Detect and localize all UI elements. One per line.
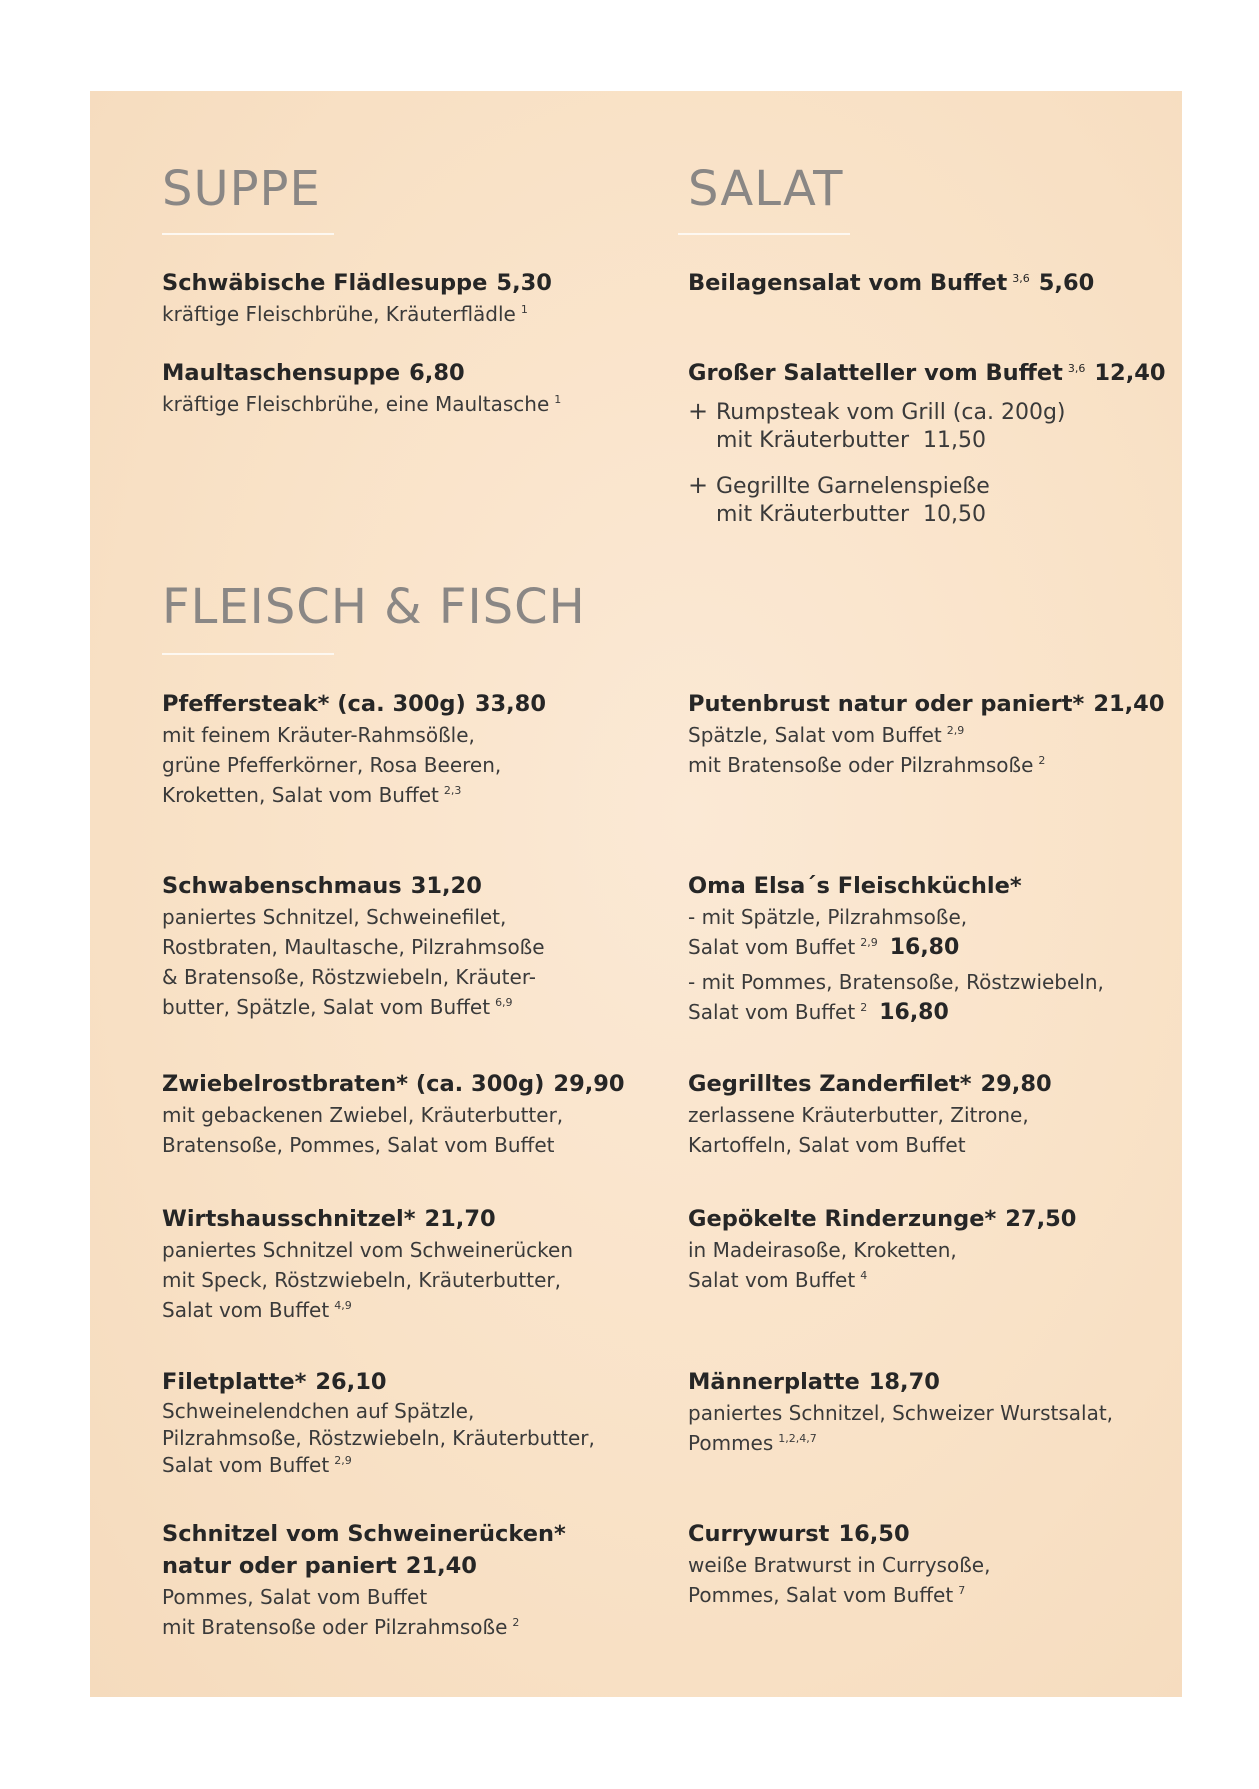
item-price: 21,40 <box>1093 691 1165 717</box>
item-price: 27,50 <box>1005 1206 1077 1232</box>
menu-item: Schnitzel vom Schweinerücken* natur oder paniert 21,40 Pommes, Salat vom Buffet mit Bratensoße oder Pilzrahmsoße $^2$ <box>162 1518 662 1642</box>
allergen-note: 2,3 <box>443 784 462 798</box>
item-description: kräftige Fleischbrühe, Kräuterflädle $^1$ <box>162 302 528 326</box>
item-name: Schnitzel vom Schweinerücken* <box>162 1521 566 1547</box>
menu-item <box>688 357 1188 529</box>
item-description: kräftige Fleischbrühe, eine Maultasche $^1$ <box>162 392 562 416</box>
item-price: 12,40 <box>1094 360 1166 386</box>
item-price: 31,20 <box>410 873 482 899</box>
menu-item: Schwabenschmaus 31,20 paniertes Schnitzel, Schweinefilet, Rostbraten, Maultasche, Pilzrahmsoße & Bratensoße, Röstzwiebeln, Kräuter- butter, Spätzle, Salat vom Buffet $^{6,9}$ <box>162 870 662 1022</box>
allergen-note: 3,6 <box>1067 361 1086 375</box>
allergen-note: 3,6 <box>1012 271 1030 285</box>
item-price: 21,40 <box>405 1553 477 1579</box>
item-name: Wirtshausschnitzel* 21,70 <box>162 1206 496 1232</box>
allergen-note: 2 <box>860 1001 868 1015</box>
allergen-note: 2,9 <box>946 724 965 738</box>
section-divider <box>162 233 334 235</box>
item-name: Zwiebelrostbraten* (ca. 300g) 29,90 <box>162 1071 625 1097</box>
item-price: 16,80 <box>879 1000 949 1025</box>
allergen-note: 2,9 <box>860 936 878 950</box>
allergen-note: 7 <box>958 1584 966 1598</box>
menu-item: Wirtshausschnitzel* 21,70 paniertes Schnitzel vom Schweinerücken mit Speck, Röstzwiebeln, Kräuterbutter, Salat vom Buffet $^{4,9}$ <box>162 1203 662 1325</box>
allergen-note: 6,9 <box>495 996 513 1010</box>
menu-item <box>162 267 662 329</box>
item-price: 21,70 <box>424 1206 496 1232</box>
menu-item: Gegrilltes Zanderfilet* 29,80 zerlassene Kräuterbutter, Zitrone, Kartoffeln, Salat vom Buffet <box>688 1068 1188 1160</box>
allergen-note: 2,9 <box>334 1454 352 1468</box>
menu-item: Gepökelte Rinderzunge* 27,50 in Madeirasoße, Kroketten, Salat vom Buffet $^4$ <box>688 1203 1188 1295</box>
section-divider <box>162 653 334 655</box>
item-price: 5,60 <box>1038 270 1095 296</box>
item-name: Gegrilltes Zanderfilet* 29,80 <box>688 1071 1052 1097</box>
item-name: Großer Salatteller vom Buffet $^{3,6}$ 12,40 <box>688 360 1166 386</box>
menu-item: Männerplatte 18,70 paniertes Schnitzel, Schweizer Wurstsalat, Pommes $^{1,2,4,7}$ <box>688 1366 1188 1458</box>
item-name: Gepökelte Rinderzunge* 27,50 <box>688 1206 1077 1232</box>
menu-item: Putenbrust natur oder paniert* 21,40 Spätzle, Salat vom Buffet $^{2,9}$ mit Bratensoße oder Pilzrahmsoße $^2$ <box>688 688 1188 780</box>
item-price: 5,30 <box>496 270 552 296</box>
item-name: Schwabenschmaus 31,20 <box>162 873 482 899</box>
item-price: 29,80 <box>980 1071 1052 1097</box>
item-price: 16,50 <box>838 1521 910 1547</box>
item-price: 16,80 <box>889 935 960 960</box>
item-name: Currywurst 16,50 <box>688 1521 910 1547</box>
addon-option: + Rumpsteak vom Grill (ca. 200g) mit Kräuterbutter 11,50 <box>688 397 1066 453</box>
item-price: 26,10 <box>315 1369 387 1395</box>
menu-page <box>90 91 1182 1697</box>
allergen-note: 4,9 <box>334 1299 352 1313</box>
item-price: 6,80 <box>409 360 465 386</box>
allergen-note: 1,2,4,7 <box>778 1432 817 1446</box>
section-title-salat: SALAT <box>688 161 844 217</box>
item-name: Schwäbische Flädlesuppe 5,30 <box>162 270 552 296</box>
item-name: Filetplatte* 26,10 <box>162 1369 387 1395</box>
menu-item <box>162 357 662 419</box>
item-name: Beilagensalat vom Buffet $^{3,6}$ 5,60 <box>688 270 1095 296</box>
item-name: Putenbrust natur oder paniert* 21,40 <box>688 691 1165 717</box>
menu-item: Filetplatte* 26,10 Schweinelendchen auf Spätzle, Pilzrahmsoße, Röstzwiebeln, Kräuterbutter, Salat vom Buffet $^{2,9}$ <box>162 1366 662 1479</box>
item-price: 29,90 <box>553 1071 625 1097</box>
section-title-fleisch-fisch: FLEISCH & FISCH <box>162 579 586 635</box>
allergen-note: 2 <box>1038 754 1046 768</box>
item-name: Maultaschensuppe 6,80 <box>162 360 465 386</box>
allergen-note: 4 <box>860 1269 868 1283</box>
allergen-note: 1 <box>520 303 528 317</box>
item-name: Männerplatte 18,70 <box>688 1369 940 1395</box>
menu-item: Currywurst 16,50 weiße Bratwurst in Currysoße, Pommes, Salat vom Buffet $^7$ <box>688 1518 1188 1610</box>
section-title-suppe: SUPPE <box>162 161 321 217</box>
item-price: 18,70 <box>868 1369 940 1395</box>
menu-item: Pfeffersteak* (ca. 300g) 33,80 mit feinem Kräuter-Rahmsößle, grüne Pfefferkörner, Rosa Beeren, Kroketten, Salat vom Buffet $^{2,3}$ <box>162 688 662 810</box>
menu-item: Oma Elsa´s Fleischküchle* - mit Spätzle, Pilzrahmsoße, Salat vom Buffet $^{2,9}$ 16,80 - mit Pommes, Bratensoße, Röstzwiebeln, Salat vom Buffet $^2$ 16,80 <box>688 870 1188 1028</box>
option-line: - mit Spätzle, Pilzrahmsoße, <box>688 905 968 929</box>
addon-option: + Gegrillte Garnelenspieße mit Kräuterbutter 10,50 <box>688 471 990 527</box>
item-price: 33,80 <box>474 691 546 717</box>
option-line: - mit Pommes, Bratensoße, Röstzwiebeln, <box>688 970 1104 994</box>
item-name: Oma Elsa´s Fleischküchle* <box>688 873 1022 899</box>
menu-item: Zwiebelrostbraten* (ca. 300g) 29,90 mit gebackenen Zwiebel, Kräuterbutter, Bratensoße, Pommes, Salat vom Buffet <box>162 1068 662 1160</box>
allergen-note: 2 <box>512 1616 520 1630</box>
menu-item <box>688 267 1188 299</box>
section-divider <box>678 233 850 235</box>
item-name: Pfeffersteak* (ca. 300g) 33,80 <box>162 691 546 717</box>
allergen-note: 1 <box>554 393 562 407</box>
